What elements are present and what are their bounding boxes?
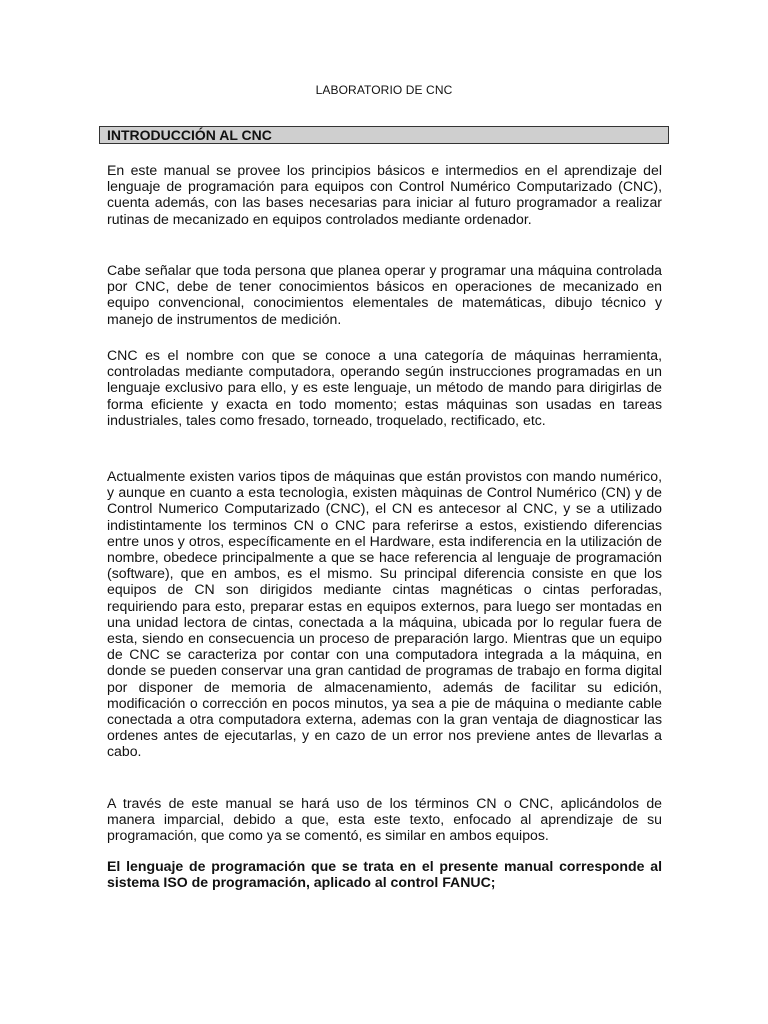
paragraph-cnc-definition: CNC es el nombre con que se conoce a una categoría de máquinas herramienta, controladas mediante computadora, operando según instrucciones programadas en un lenguaje exclusivo para ello, y es este lenguaje, un método de mando para dirigirlas de forma eficiente y exacta en todo momento; estas máquinas son usadas en tareas industriales, tales como fresado, torneado, troquelado, rectificado, etc. bbox=[107, 347, 662, 428]
paragraph-terminology: A través de este manual se hará uso de los términos CN o CNC, aplicándolos de manera imparcial, debido a que, esta este texto, enfocado al aprendizaje de su programación, que como ya se comentó, es similar en ambos equipos. bbox=[107, 795, 662, 844]
paragraph-requirements: Cabe señalar que toda persona que planea operar y programar una máquina controlada por CNC, debe de tener conocimientos básicos en operaciones de mecanizado en equipo convencional, conocimientos elementales de matemáticas, dibujo técnico y manejo de instrumentos de medición. bbox=[107, 262, 662, 327]
paragraph-intro: En este manual se provee los principios básicos e intermedios en el aprendizaje del lenguaje de programación para equipos con Control Numérico Computarizado (CNC), cuenta además, con las bases necesarias para iniciar al futuro programador a realizar rutinas de mecanizado en equipos controlados mediante ordenador. bbox=[107, 162, 662, 227]
section-heading: INTRODUCCIÓN AL CNC bbox=[107, 127, 272, 143]
page-header-title: LABORATORIO DE CNC bbox=[315, 83, 453, 97]
paragraph-iso-fanuc: El lenguaje de programación que se trata en el presente manual corresponde al sistema ISO de programación, aplicado al control FANUC; bbox=[107, 858, 662, 891]
paragraph-cn-vs-cnc: Actualmente existen varios tipos de máquinas que están provistos con mando numérico, y aunque en cuanto a esta tecnologìa, existen màquinas de Control Numérico (CN) y de Control Numerico Computarizado (CNC), el CN es antecesor al CNC, y se a utilizado indistintamente los terminos CN o CNC para referirse a estos, existiendo diferencias entre unos y otros, específicamente en el Hardware, esta indiferencia en la utilización de nombre, obedece principalmente a que se hace referencia al lenguaje de programación (software), que en ambos, es el mismo. Su principal diferencia consiste en que los equipos de CN son dirigidos mediante cintas magnéticas o cintas perforadas, requiriendo para esto, preparar estas en equipos externos, para luego ser montadas en una unidad lectora de cintas, conectada a la máquina, ubicada por lo regular fuera de esta, siendo en consecuencia un proceso de preparación largo. Mientras que un equipo de CNC se caracteriza por contar con una computadora integrada a la máquina, en donde se pueden conservar una gran cantidad de programas de trabajo en forma digital por disponer de memoria de almacenamiento, además de facilitar su edición, modificación o corrección en pocos minutos, ya sea a pie de máquina o mediante cable conectada a otra computadora externa, ademas con la gran ventaja de diagnosticar las ordenes antes de ejecutarlas, y en cazo de un error nos previene antes de llevarlas a cabo. bbox=[107, 468, 662, 760]
section-heading-box bbox=[99, 126, 669, 144]
